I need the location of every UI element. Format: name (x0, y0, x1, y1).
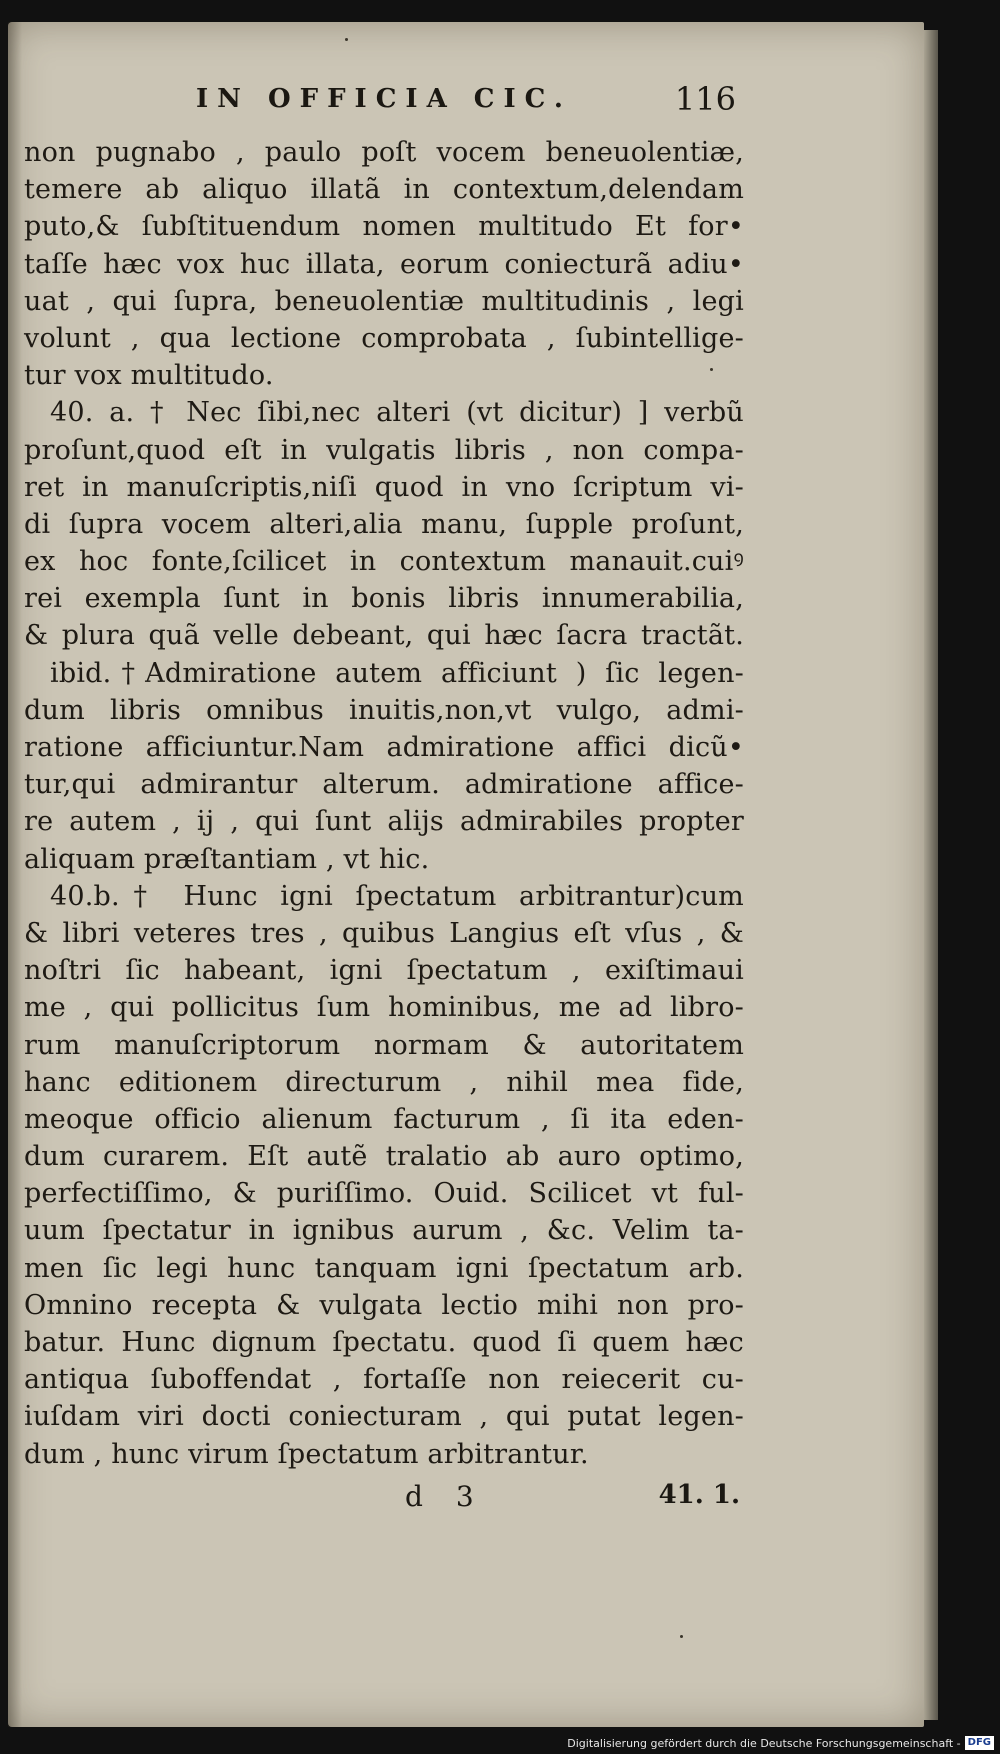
text-line: re autem , ij , qui ſunt alijs admirabiles propter (24, 806, 744, 838)
text-line: dum , hunc virum ſpectatum arbitrantur. (24, 1438, 589, 1470)
text-line: perfectiſſimo, & puriſſimo. Ouid. Scilicet vt ful- (24, 1178, 744, 1210)
body-text (24, 134, 744, 1473)
text-line: rum manuſcriptorum normam & autoritatem (24, 1029, 744, 1061)
text-line: ibid.†Admiratione autem afficiunt ) ſic legen- (50, 657, 744, 689)
text-line: men ſic legi hunc tanquam igni ſpectatum arb. (24, 1252, 744, 1284)
text-line: & libri veteres tres , quibus Langius eſt vſus , & (24, 917, 744, 949)
page-edge (924, 30, 938, 1720)
text-line: ret in manuſcriptis,niſi quod in vno ſcriptum vi- (24, 471, 744, 503)
ink-speck (680, 1635, 683, 1638)
scan-notice (567, 1734, 994, 1752)
text-line: proſunt,quod eſt in vulgatis libris , non compa- (24, 434, 744, 466)
text-line: taſſe hæc vox huc illata, eorum coniecturã adiu• (24, 248, 744, 280)
catchword: 41. 1. (658, 1480, 740, 1510)
text-line: 40. a. † Nec ſibi,nec alteri (vt dicitur) ] verbũ (50, 397, 744, 429)
text-line: volunt , qua lectione comprobata , ſubintellige- (24, 322, 744, 354)
text-line: ex hoc fonte,ſcilicet in contextum manauit.cuiꝰ (24, 546, 744, 578)
text-line: puto,& ſubſtituendum nomen multitudo Et for• (24, 211, 744, 243)
gutter-shadow (8, 22, 22, 1727)
text-line: Omnino recepta & vulgata lectio mihi non pro- (24, 1289, 744, 1321)
text-line: di ſupra vocem alteri,alia manu, ſupple proſunt, (24, 508, 744, 540)
text-line: batur. Hunc dignum ſpectatu. quod ſi quem hæc (24, 1327, 744, 1358)
text-line: dum libris omnibus inuitis,non,vt vulgo, admi- (24, 694, 744, 726)
text-line: 40.b.† Hunc igni ſpectatum arbitrantur)cum (50, 880, 744, 912)
text-line: rei exempla ſunt in bonis libris innumerabilia, (24, 583, 744, 615)
text-line: non pugnabo , paulo poſt vocem beneuolentiæ, (24, 137, 744, 168)
text-line: noſtri ſic habeant, igni ſpectatum , exiſtimaui (24, 955, 744, 987)
text-line: ratione afficiuntur.Nam admiratione affici dicũ• (24, 732, 744, 763)
text-line: iuſdam viri docti coniecturam , qui putat legen- (24, 1401, 744, 1433)
signature-mark: d 3 (405, 1480, 486, 1513)
page-header (196, 80, 736, 126)
text-line: & plura quã velle debeant, qui hæc ſacra tractãt. (24, 620, 744, 652)
text-line: uat , qui ſupra, beneuolentiæ multitudinis , legi (24, 285, 744, 317)
text-line: temere ab aliquo illatã in contextum,delendam (24, 174, 744, 206)
text-line: antiqua ſuboffendat , fortaſſe non reiecerit cu- (24, 1364, 744, 1396)
text-line: tur vox multitudo. (24, 360, 274, 392)
text-line: meoque officio alienum facturum , ſi ita eden- (24, 1103, 744, 1135)
text-line: hanc editionem directurum , nihil mea fide, (24, 1066, 744, 1098)
page-footer (405, 1480, 740, 1524)
page-number: 116 (674, 80, 736, 118)
text-line: aliquam præſtantiam , vt hic. (24, 843, 430, 875)
text-line: tur,qui admirantur alterum. admiratione affice- (24, 769, 744, 801)
running-head: IN OFFICIA CIC. (196, 84, 572, 114)
ink-speck (345, 38, 348, 41)
funding-notice: Digitalisierung gefördert durch die Deutsche Forschungsgemeinschaft - (567, 1736, 961, 1750)
dfg-logo: DFG (965, 1736, 994, 1750)
text-line: uum ſpectatur in ignibus aurum , &c. Velim ta- (24, 1215, 744, 1247)
text-line: dum curarem. Eſt autẽ tralatio ab auro optimo, (24, 1141, 744, 1173)
text-line: me , qui pollicitus ſum hominibus, me ad libro- (24, 992, 744, 1024)
